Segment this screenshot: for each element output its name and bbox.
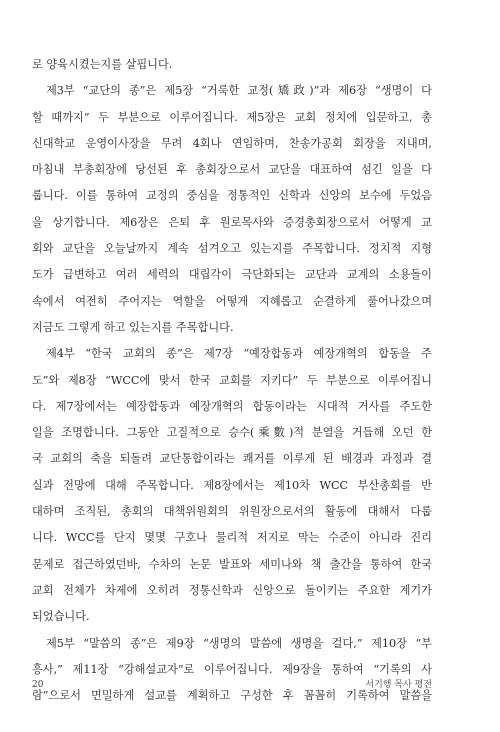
page-footer	[32, 677, 432, 693]
text-line: 룹니다. 이를 통하여 교정의 중심을 정통적인 신학과 신앙의 보수에 두었음	[32, 189, 432, 203]
text-line: 니다. WCC를 단지 몇몇 구호나 물리적 저지로 막는 수준이 아니라 진리	[32, 531, 432, 545]
text-line: 도”와 제8장 “WCC에 맞서 한국 교회를 지키다” 두 부분으로 이루어집니	[32, 373, 432, 387]
text-line: 로 양육시켰는지를 살핍니다.	[32, 58, 173, 71]
page-number: 20	[32, 680, 44, 690]
text-line: 대하며 조직된, 총회의 대책위원회의 위원장으로서의 활동에 대해서 다룹	[32, 505, 432, 519]
text-line: 도가 급변하고 여러 세력의 대립각이 극단화되는 교단과 교계의 소용돌이	[32, 268, 432, 282]
text-line: 제3부 “교단의 종”은 제5장 “거룩한 교정(矯政)”과 제6장 “생명이 다	[46, 84, 432, 98]
text-line: 을 상기합니다. 제6장은 은퇴 후 원로목사와 증경총회장으로서 어떻게 교	[32, 215, 432, 229]
text-line: 속에서 여전히 주어지는 역할을 어떻게 지혜롭고 순결하게 풀어나갔으며	[32, 294, 432, 308]
text-line: 문제로 접근하였던바, 수차의 논문 발표와 세미나와 책 출간을 통하여 한국	[32, 557, 432, 571]
text-line: 제4부 “한국 교회의 종”은 제7장 “예장합동과 예장개혁의 합동을 주	[46, 347, 432, 361]
text-line: 교회 전체가 차제에 오히려 정통신학과 신앙으로 돌이키는 주요한 계기가	[32, 583, 432, 597]
text-line: 마침내 부총회장에 당선된 후 총회장으로서 교단을 대표하여 섬긴 일을 다	[32, 163, 432, 177]
text-line: 흥사,” 제11장 “강해설교자”로 이루어집니다. 제9장을 통하여 “기록의 사	[32, 662, 432, 676]
text-line: 국 교회의 축을 되돌려 교단통합이라는 쾌거를 이루게 된 배경과 과정과 결	[32, 452, 432, 466]
text-line: 신대학교 운영이사장을 무려 4회나 연임하며, 찬송가공회 회장을 지내며,	[32, 136, 432, 150]
text-line: 다. 제7장에서는 예장합동과 예장개혁의 합동이라는 시대적 거사를 주도한	[32, 399, 432, 413]
text-line: 일을 조명합니다. 그동안 고질적으로 승수(乘數)적 분열을 거듭해 오던 한	[32, 426, 432, 440]
body-text	[32, 52, 432, 709]
text-line: 제5부 “말씀의 종”은 제9장 “생명의 말씀에 생명을 걸다,” 제10장 “부	[46, 636, 432, 650]
text-line: 되었습니다.	[32, 610, 90, 624]
text-line: 회와 교단을 오늘날까지 계속 섬겨오고 있는지를 주목합니다. 정치적 지형	[32, 242, 432, 256]
running-title: 서기행 목사 평전	[365, 680, 432, 690]
text-line: 할 때까지” 두 부분으로 이루어집니다. 제5장은 교회 정치에 입문하고, 총	[32, 110, 432, 124]
text-line: 람”으로서 면밀하게 설교를 계획하고 구성한 후 꼼꼼히 기록하여 말씀을	[32, 689, 432, 703]
text-line: 실과 전망에 대해 주목합니다. 제8장에서는 제10차 WCC 부산총회를 반	[32, 478, 432, 492]
text-line: 지금도 그렇게 하고 있는지를 주목합니다.	[32, 320, 234, 334]
